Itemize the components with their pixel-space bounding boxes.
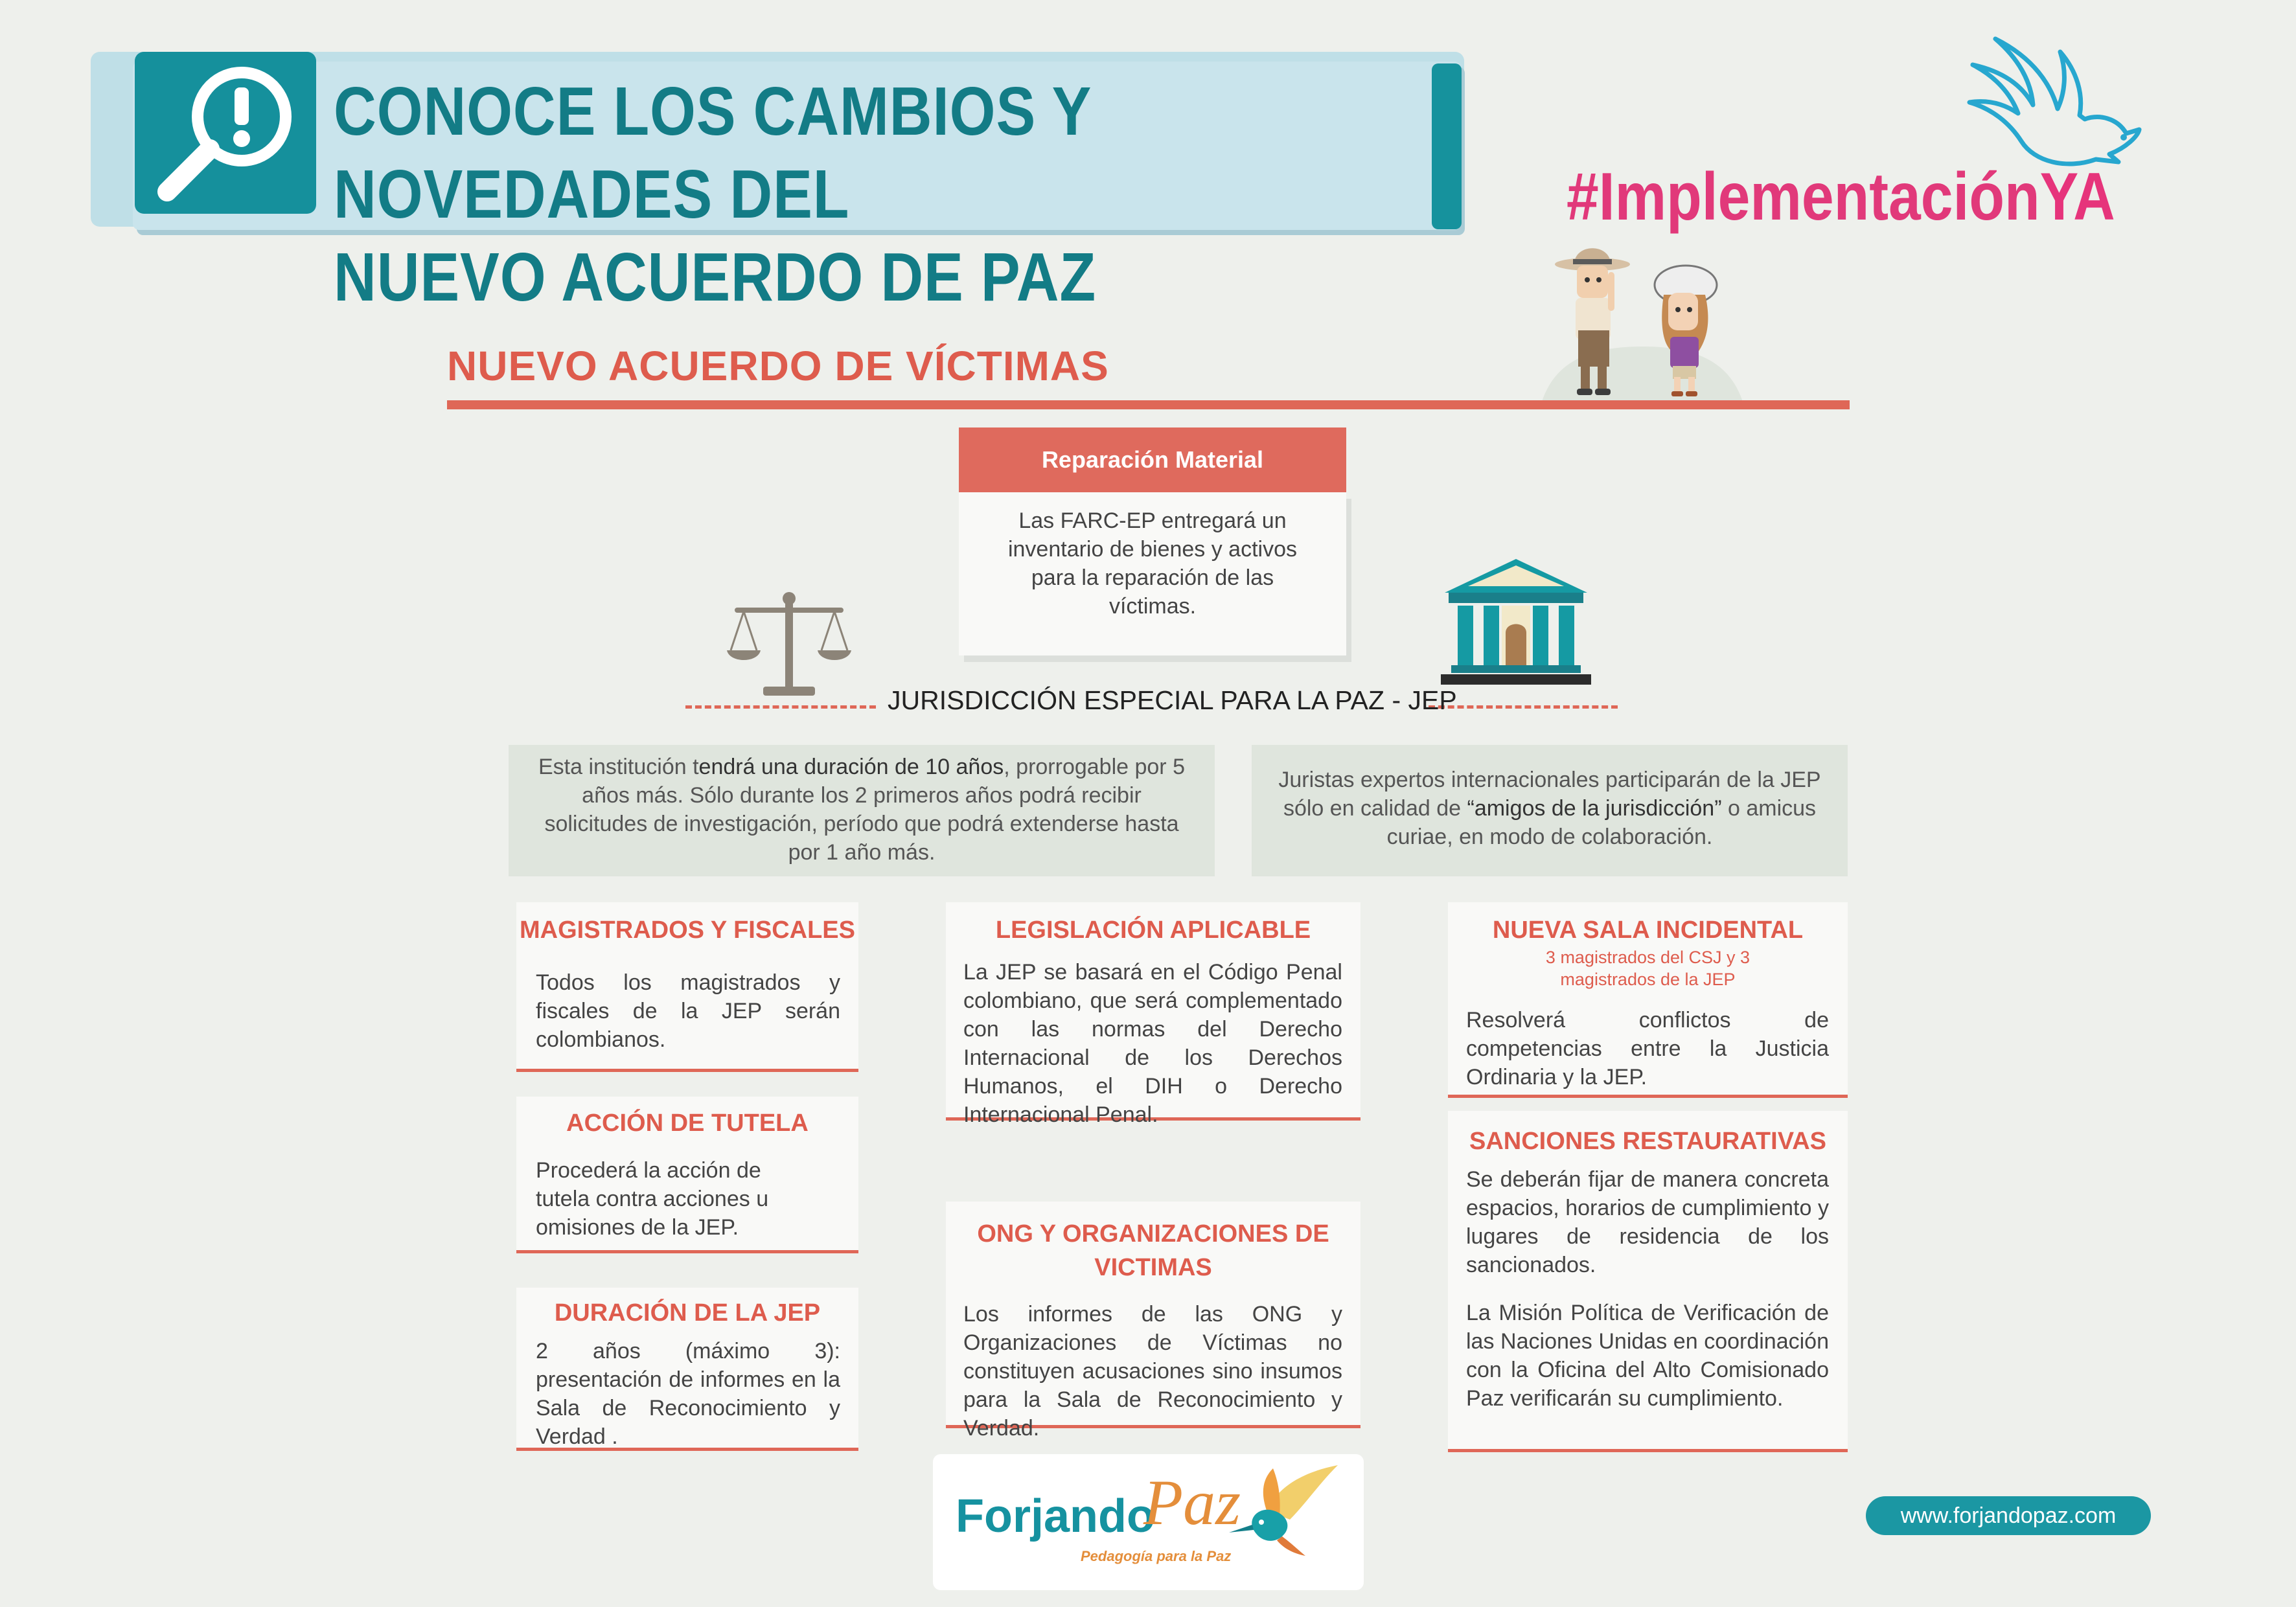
jep-dashed-line-right <box>1429 705 1618 709</box>
card-sanciones-title: SANCIONES RESTAURATIVAS <box>1469 1128 1827 1155</box>
card-legislacion-text: La JEP se basará en el Código Penal colombiano, que será complementado con las normas del Derecho Internacional de los Derechos Humanos, el DIH o Derecho Internacional Penal. <box>963 960 1342 1127</box>
card-duracion-text: 2 años (máximo 3): presentación de informes en la Sala de Reconocimiento y Verdad . <box>536 1339 840 1449</box>
card-tutela-text: Procederá la acción de tutela contra acciones u omisiones de la JEP. <box>536 1158 769 1240</box>
card-duracion-title: DURACIÓN DE LA JEP <box>554 1299 821 1327</box>
card-legislacion-title: LEGISLACIÓN APLICABLE <box>995 917 1311 944</box>
characters-illustration <box>1535 233 1749 402</box>
card-duracion <box>516 1288 858 1451</box>
section-title: NUEVO ACUERDO DE VÍCTIMAS <box>447 343 1109 389</box>
magnifier-alert-icon-box <box>135 52 316 214</box>
section-divider <box>447 400 1850 409</box>
hashtag-part-1: #Implementación <box>1567 159 2040 234</box>
card-sala-text: Resolverá conflictos de competencias entre la Justicia Ordinaria y la JEP. <box>1466 1008 1829 1089</box>
card-sala-subtitle: 3 magistrados del CSJ y 3 magistrados de la JEP <box>1545 948 1751 989</box>
hummingbird-icon <box>1228 1465 1344 1556</box>
hashtag-implementacion-ya <box>1567 159 2115 236</box>
card-tutela-title: ACCIÓN DE TUTELA <box>566 1110 809 1137</box>
international-jurists-box <box>1252 745 1848 876</box>
hashtag-part-2: YA <box>2039 159 2115 234</box>
website-link[interactable]: www.forjandopaz.com <box>1866 1496 2151 1535</box>
magnifier-alert-icon <box>135 52 316 214</box>
jep-dashed-line-left <box>685 705 876 709</box>
page-title-line-2: NUEVO ACUERDO DE PAZ <box>334 239 1097 315</box>
card-magistrados-title: MAGISTRADOS Y FISCALES <box>520 917 855 944</box>
scales-of-justice-icon <box>724 591 854 701</box>
card-sala-title: NUEVA SALA INCIDENTAL <box>1492 917 1804 944</box>
card-legislacion <box>946 902 1360 1127</box>
jurists-highlight: “amigos de la jurisdicción” <box>1467 796 1722 821</box>
card-sala-incidental <box>1448 902 1848 1098</box>
jurists-text-2: o amicus curiae, en modo de colaboración. <box>1386 796 1817 849</box>
card-ong-text: Los informes de las ONG y Organizaciones de Víctimas no constituyen acusaciones sino insumos para la Sala de Reconocimiento y Verdad. <box>963 1302 1342 1441</box>
card-sanciones-text-1: Se deberán fijar de manera concreta espacios, horarios de cumplimiento y lugares de residencia de los sancionados. <box>1466 1167 1829 1277</box>
logo-word-paz: Paz <box>1143 1466 1241 1538</box>
jurists-text-1: Juristas expertos internacionales participarán de la JEP sólo en calidad de <box>1278 768 1821 821</box>
title-banner-edge <box>1432 63 1462 229</box>
card-magistrados <box>516 902 858 1072</box>
card-ong <box>946 1202 1360 1441</box>
courthouse-icon <box>1438 554 1594 690</box>
page-title-line-1: CONOCE LOS CAMBIOS Y NOVEDADES DEL <box>334 73 1091 233</box>
card-magistrados-text: Todos los magistrados y fiscales de la JEP serán colombianos. <box>536 970 840 1052</box>
jep-duration-text-2: , prorrogable por 5 años más. Sólo durante los 2 primeros años podrá recibir solicitudes de investigación, período que podrá extenderse hasta por 1 año más. <box>544 755 1185 865</box>
jep-title: JURISDICCIÓN ESPECIAL PARA LA PAZ - JEP <box>888 685 1457 715</box>
jep-duration-highlight: endrá una duración de 10 años <box>698 755 1004 779</box>
card-ong-title: ONG Y ORGANIZACIONES DE VICTIMAS <box>977 1220 1329 1281</box>
jep-duration-box <box>509 745 1215 876</box>
card-sanciones-text-2: La Misión Política de Verificación de las Naciones Unidas en coordinación con la Oficina del Alto Comisionado Paz verificarán su cumplimiento. <box>1466 1301 1829 1411</box>
page-title <box>334 70 1281 319</box>
reparacion-material-header: Reparación Material <box>959 427 1346 492</box>
reparacion-material-text: Las FARC-EP entregará un inventario de bienes y activos para la reparación de las víctimas. <box>959 492 1346 655</box>
card-sanciones <box>1448 1111 1848 1452</box>
jep-duration-text-1: Esta institución t <box>538 755 699 779</box>
logo-word-forjando: Forjando <box>956 1490 1155 1542</box>
card-tutela <box>516 1097 858 1253</box>
logo-tagline: Pedagogía para la Paz <box>1081 1548 1232 1564</box>
